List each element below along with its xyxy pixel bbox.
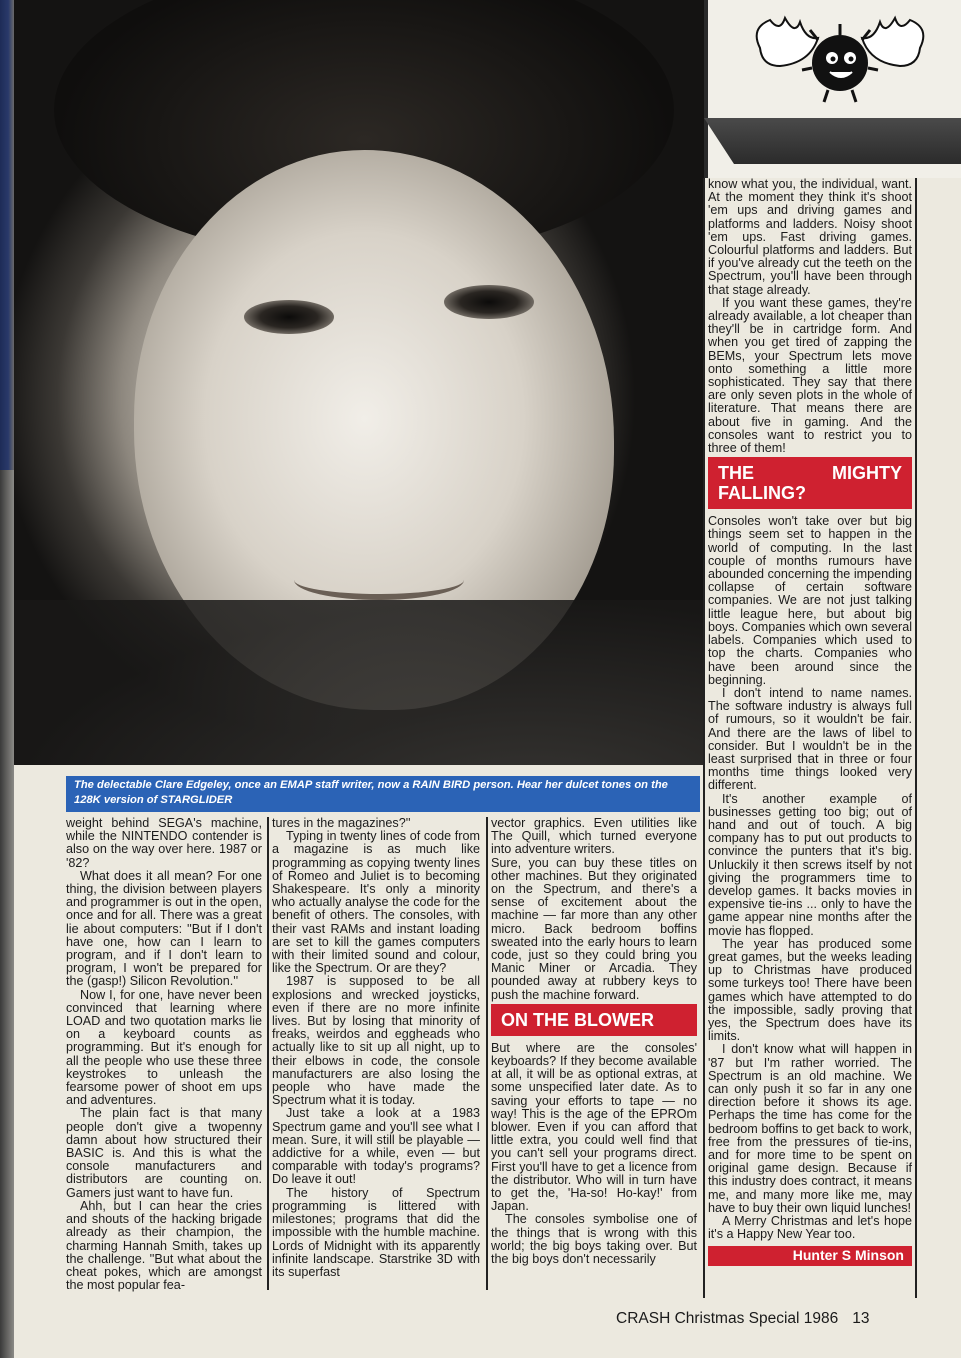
photo-caption: The delectable Clare Edgeley, once an EMAP staff writer, now a RAIN BIRD person. Hear her dulcet tones on the 128K version of STARGLIDER	[66, 776, 700, 812]
column-rule	[486, 817, 488, 1290]
paragraph: Ahh, but I can hear the cries and shouts of the hacking brigade already as their champion, the charming Hannah Smith, takes up the challenge. ''But what about the cheat pokes, which are amongst the most popular fea-	[66, 1198, 262, 1293]
paragraph: I don't know what will happen in '87 but I'm rather worried. The Spectrum is an old machine. We can only push it so far in any one direction before it shows its age. Perhaps the time has come for the bedroom boffins to get back to work, free from the pressures of tie-ins, and for more time to be spent on original game design. Because if this industry does contract, it means me, and many more like me, may have to buy their own liquid lunches!	[708, 1042, 912, 1215]
paragraph: The history of Spectrum programming is littered with milestones; programs that did the impossible with the humble machine. Lords of Midnight with its apparently infinite landscape. Starstrike 3D with its superfast	[272, 1185, 480, 1279]
text-column-3	[491, 817, 697, 1266]
paragraph: The consoles symbolise one of the things that is wrong with this world; the big boys taking over. But the big boys don't necessarily	[491, 1212, 697, 1267]
column-rule	[915, 178, 917, 1298]
paragraph: A Merry Christmas and let's hope it's a Happy New Year too.	[708, 1214, 912, 1242]
paragraph: 1987 is supposed to be all explosions and wrecked joysticks, even if there are no more infinite lives. But by losing that minority of freaks, weirdos and eggheads who actually like to sit up all night, up to their elbows in code, the console manufacturers are also losing the people who have made the Spectrum what it is today.	[272, 974, 480, 1108]
paragraph: Now I, for one, have never been convinced that learning where LOAD and two quotation marks lie on a keyboard counts as programming. But it's enough for all the people who use these three keystrokes to unleash the fearsome power of shoot em ups and adventures.	[66, 987, 262, 1108]
text-column-4	[708, 178, 912, 1266]
section-heading: ON THE BLOWER	[491, 1004, 697, 1036]
paragraph: If you want these games, they're already available, a lot cheaper than they'll be in cartridge form. And when you get tired of zapping the BEMs, your Spectrum lets move onto something a little more sophisticated. They say that there are only seven plots in the whole of literature. That means there are about five in gaming. And the consoles want to restrict you to three of them!	[708, 295, 912, 456]
paragraph: know what you, the individual, want. At the moment they think it's shoot 'em ups and driving games and platforms and ladders. Noisy shoot 'em ups. Fast driving games. Colourful platforms and ladders. But if you've already cut the teeth on the Spectrum, you'll have been through that stage already.	[708, 177, 912, 297]
column-rule	[703, 178, 705, 1298]
winged-fuzzball-mascot-icon	[740, 8, 940, 108]
paragraph: vector graphics. Even utilities like The Quill, which turned everyone into adventure writers.	[491, 816, 697, 857]
paragraph: Just take a look at a 1983 Spectrum game and you'll see what I mean. Sure, it will still be playable — addictive for a while, even — but comparable with today's programs? Do leave it out!	[272, 1106, 480, 1187]
paragraph: But where are the consoles' keyboards? If they become available at all, it will be as optional extras, at some unspecified later date. As to saving your efforts to tape — no way! This is the age of the EPROm blower. Even if you can afford that little extra, you could well find that you can't sell your programs direct. First you'll have to get a licence from the distributor. Who will in turn have to get the, 'Ha-so! Ho-kay!' from Japan.	[491, 1040, 697, 1214]
paragraph: I don't intend to name names. The software industry is always full of rumours, so it wouldn't be fair. And there are the laws of libel to consider. But I wouldn't be in the least surprised that in three or four months time things looked very different.	[708, 685, 912, 793]
section-heading: THE MIGHTY FALLING?	[708, 457, 912, 509]
paragraph: The plain fact is that many people don't give a twopenny damn about how structured their BASIC is. And this is what the console manufacturers and distributors are counting on. Gamers just want to have fun.	[66, 1106, 262, 1200]
text-column-2	[272, 817, 480, 1279]
text-column-1	[66, 817, 262, 1292]
author-signature: Hunter S Minson	[708, 1246, 912, 1265]
footer-title: CRASH Christmas Special 1986	[616, 1310, 839, 1327]
paragraph: What does it all mean? For one thing, the division between players and programmer is out in the open, once and for all. There was a great lie about computers: ''But if I don't have one, how can I learn to program, and if I don't learn to program, I won't be prepared for the (gasp!) Silicon Revolution.''	[66, 868, 263, 989]
column-rule	[267, 817, 269, 1290]
paragraph: weight behind SEGA's machine, while the NINTENDO contender is also on the way over here. 1987 or '82?	[66, 816, 262, 870]
page-number: 13	[852, 1310, 870, 1327]
left-page-edge	[0, 0, 14, 1358]
page-footer	[616, 1310, 870, 1328]
paragraph: tures in the magazines?''	[272, 816, 411, 830]
paragraph: Typing in twenty lines of code from a magazine is as much like programming as copying twenty lines of Romeo and Juliet is to becoming Shakespeare. It's only a minority who actually analyse the code for the benefit of others. The consoles, with their vast RAMs and instant loading are set to kill the games computers with their limited sound and colour, like the Spectrum. Or are they?	[272, 829, 480, 976]
paragraph: Sure, you can buy these titles on other machines. But they originated on the Spectrum, and there's a sense of excitement about the machine — far more than any other micro. Back bedroom boffins sweated into the early hours to learn code, just so they could bring you Manic Miner or Arcadia. They pounded away at rubbery keys to push the machine forward.	[491, 855, 697, 1002]
portrait-photo	[14, 0, 704, 765]
paragraph: Consoles won't take over but big things seem set to happen in the world of computing. In the last couple of months rumours have abounded concerning the impending collapse of certain software companies. We are not just talking little league here, but about big boys. Companies which own several labels. Companies which used to top the charts. Companies who have been around since the beginning.	[708, 514, 912, 687]
paragraph: It's another example of businesses getting too big; out of hand and out of touch. A big company has to put out products to convince the punters that it's big. Unluckily it then screws itself by not giving the programmers time to develop games. It backs movies in expensive tie-ins ... only to have the game appear nine months after the movie has flopped.	[708, 791, 912, 938]
paragraph: The year has produced some great games, but the weeks leading up to Christmas have produced some turkeys too! There have been games which have attempted to do the impossible, sadly proving that yes, the Spectrum does have its limits.	[708, 936, 912, 1044]
